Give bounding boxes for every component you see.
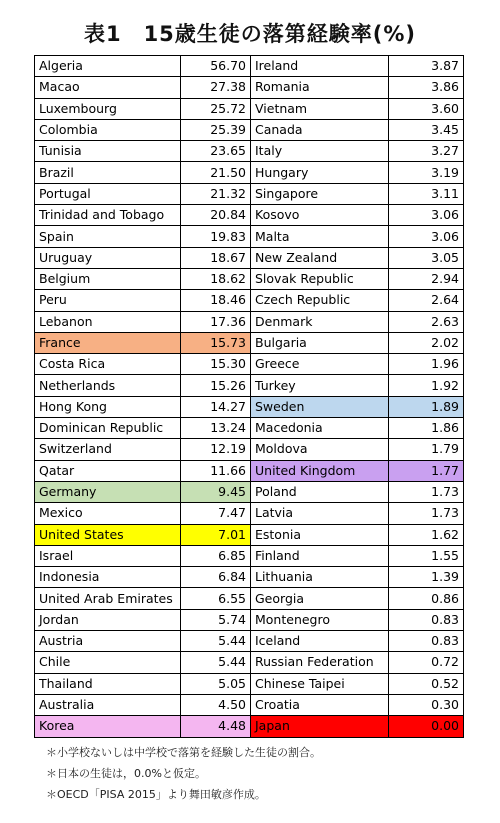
rate-cell: 27.38 bbox=[181, 77, 251, 98]
country-cell: Sweden bbox=[251, 396, 389, 417]
country-cell: Slovak Republic bbox=[251, 268, 389, 289]
rate-cell: 0.30 bbox=[389, 694, 464, 715]
table-body bbox=[35, 56, 464, 738]
table-row bbox=[35, 332, 464, 353]
country-cell: Romania bbox=[251, 77, 389, 98]
country-cell: Uruguay bbox=[35, 247, 181, 268]
country-cell: Lithuania bbox=[251, 567, 389, 588]
table-row bbox=[35, 567, 464, 588]
rate-cell: 12.19 bbox=[181, 439, 251, 460]
rate-cell: 2.94 bbox=[389, 268, 464, 289]
rate-cell: 0.52 bbox=[389, 673, 464, 694]
rate-cell: 11.66 bbox=[181, 460, 251, 481]
rate-cell: 18.67 bbox=[181, 247, 251, 268]
country-cell: Lebanon bbox=[35, 311, 181, 332]
rate-cell: 3.45 bbox=[389, 119, 464, 140]
country-cell: United Kingdom bbox=[251, 460, 389, 481]
table-row bbox=[35, 268, 464, 289]
country-cell: Thailand bbox=[35, 673, 181, 694]
rate-cell: 5.05 bbox=[181, 673, 251, 694]
table-row bbox=[35, 77, 464, 98]
rate-cell: 1.86 bbox=[389, 418, 464, 439]
table-row bbox=[35, 98, 464, 119]
table-row bbox=[35, 481, 464, 502]
country-cell: Finland bbox=[251, 545, 389, 566]
country-cell: Macao bbox=[35, 77, 181, 98]
rate-cell: 18.46 bbox=[181, 290, 251, 311]
table-row bbox=[35, 119, 464, 140]
rate-cell: 1.39 bbox=[389, 567, 464, 588]
country-cell: Switzerland bbox=[35, 439, 181, 460]
rate-cell: 13.24 bbox=[181, 418, 251, 439]
rate-cell: 2.63 bbox=[389, 311, 464, 332]
country-cell: Russian Federation bbox=[251, 652, 389, 673]
rate-cell: 9.45 bbox=[181, 481, 251, 502]
rate-cell: 18.62 bbox=[181, 268, 251, 289]
country-cell: Qatar bbox=[35, 460, 181, 481]
country-cell: Luxembourg bbox=[35, 98, 181, 119]
footnote: ＊日本の生徒は，0.0%と仮定。 bbox=[46, 767, 206, 780]
rate-cell: 5.44 bbox=[181, 631, 251, 652]
country-cell: Brazil bbox=[35, 162, 181, 183]
country-cell: Chile bbox=[35, 652, 181, 673]
table-row bbox=[35, 226, 464, 247]
rate-cell: 56.70 bbox=[181, 56, 251, 77]
rate-cell: 20.84 bbox=[181, 205, 251, 226]
table-row bbox=[35, 631, 464, 652]
rate-cell: 3.60 bbox=[389, 98, 464, 119]
country-cell: France bbox=[35, 332, 181, 353]
rate-cell: 23.65 bbox=[181, 141, 251, 162]
country-cell: Ireland bbox=[251, 56, 389, 77]
country-cell: United States bbox=[35, 524, 181, 545]
table-row bbox=[35, 503, 464, 524]
country-cell: Netherlands bbox=[35, 375, 181, 396]
country-cell: Bulgaria bbox=[251, 332, 389, 353]
country-cell: Dominican Republic bbox=[35, 418, 181, 439]
table-row bbox=[35, 311, 464, 332]
table-row bbox=[35, 460, 464, 481]
rate-cell: 2.64 bbox=[389, 290, 464, 311]
country-cell: Mexico bbox=[35, 503, 181, 524]
table-row bbox=[35, 183, 464, 204]
country-cell: Denmark bbox=[251, 311, 389, 332]
rate-cell: 15.30 bbox=[181, 354, 251, 375]
rate-cell: 0.72 bbox=[389, 652, 464, 673]
table-row bbox=[35, 694, 464, 715]
rate-cell: 4.48 bbox=[181, 716, 251, 737]
table-row bbox=[35, 418, 464, 439]
table-row bbox=[35, 609, 464, 630]
country-cell: Germany bbox=[35, 481, 181, 502]
country-cell: Austria bbox=[35, 631, 181, 652]
rate-cell: 6.55 bbox=[181, 588, 251, 609]
country-cell: Spain bbox=[35, 226, 181, 247]
rate-cell: 25.39 bbox=[181, 119, 251, 140]
country-cell: Croatia bbox=[251, 694, 389, 715]
rate-cell: 3.87 bbox=[389, 56, 464, 77]
rate-cell: 1.77 bbox=[389, 460, 464, 481]
country-cell: Korea bbox=[35, 716, 181, 737]
country-cell: Czech Republic bbox=[251, 290, 389, 311]
country-cell: United Arab Emirates bbox=[35, 588, 181, 609]
country-cell: Algeria bbox=[35, 56, 181, 77]
rate-cell: 4.50 bbox=[181, 694, 251, 715]
country-cell: Malta bbox=[251, 226, 389, 247]
country-cell: Australia bbox=[35, 694, 181, 715]
rate-cell: 3.19 bbox=[389, 162, 464, 183]
rate-cell: 21.32 bbox=[181, 183, 251, 204]
rate-cell: 7.47 bbox=[181, 503, 251, 524]
country-cell: Singapore bbox=[251, 183, 389, 204]
country-cell: Belgium bbox=[35, 268, 181, 289]
country-cell: New Zealand bbox=[251, 247, 389, 268]
country-cell: Colombia bbox=[35, 119, 181, 140]
country-cell: Moldova bbox=[251, 439, 389, 460]
rate-cell: 0.83 bbox=[389, 609, 464, 630]
rate-cell: 7.01 bbox=[181, 524, 251, 545]
rate-cell: 1.73 bbox=[389, 481, 464, 502]
rate-cell: 0.86 bbox=[389, 588, 464, 609]
country-cell: Iceland bbox=[251, 631, 389, 652]
rate-cell: 15.73 bbox=[181, 332, 251, 353]
country-cell: Macedonia bbox=[251, 418, 389, 439]
rate-cell: 6.84 bbox=[181, 567, 251, 588]
rate-cell: 15.26 bbox=[181, 375, 251, 396]
country-cell: Georgia bbox=[251, 588, 389, 609]
rate-cell: 3.27 bbox=[389, 141, 464, 162]
table-row bbox=[35, 524, 464, 545]
table-row bbox=[35, 247, 464, 268]
country-cell: Hong Kong bbox=[35, 396, 181, 417]
rate-cell: 1.92 bbox=[389, 375, 464, 396]
country-cell: Greece bbox=[251, 354, 389, 375]
rate-cell: 1.73 bbox=[389, 503, 464, 524]
table-row bbox=[35, 290, 464, 311]
country-cell: Canada bbox=[251, 119, 389, 140]
country-cell: Portugal bbox=[35, 183, 181, 204]
rate-cell: 14.27 bbox=[181, 396, 251, 417]
country-cell: Italy bbox=[251, 141, 389, 162]
rate-cell: 17.36 bbox=[181, 311, 251, 332]
country-cell: Estonia bbox=[251, 524, 389, 545]
rate-cell: 0.00 bbox=[389, 716, 464, 737]
footnotes bbox=[46, 742, 321, 805]
country-cell: Trinidad and Tobago bbox=[35, 205, 181, 226]
rate-cell: 3.11 bbox=[389, 183, 464, 204]
table-row bbox=[35, 716, 464, 737]
rate-cell: 5.74 bbox=[181, 609, 251, 630]
country-cell: Latvia bbox=[251, 503, 389, 524]
country-cell: Turkey bbox=[251, 375, 389, 396]
table-row bbox=[35, 162, 464, 183]
table-row bbox=[35, 588, 464, 609]
table-row bbox=[35, 141, 464, 162]
country-cell: Vietnam bbox=[251, 98, 389, 119]
rate-cell: 1.79 bbox=[389, 439, 464, 460]
country-cell: Costa Rica bbox=[35, 354, 181, 375]
rate-cell: 0.83 bbox=[389, 631, 464, 652]
country-cell: Montenegro bbox=[251, 609, 389, 630]
rate-cell: 6.85 bbox=[181, 545, 251, 566]
table-row bbox=[35, 205, 464, 226]
table-row bbox=[35, 673, 464, 694]
rate-cell: 1.62 bbox=[389, 524, 464, 545]
rate-cell: 1.96 bbox=[389, 354, 464, 375]
table-row bbox=[35, 354, 464, 375]
table-row bbox=[35, 375, 464, 396]
table-row bbox=[35, 439, 464, 460]
table-row bbox=[35, 545, 464, 566]
table-row bbox=[35, 396, 464, 417]
rate-cell: 3.06 bbox=[389, 226, 464, 247]
country-cell: Kosovo bbox=[251, 205, 389, 226]
country-cell: Hungary bbox=[251, 162, 389, 183]
rate-cell: 5.44 bbox=[181, 652, 251, 673]
country-cell: Japan bbox=[251, 716, 389, 737]
rate-cell: 25.72 bbox=[181, 98, 251, 119]
repetition-rate-table bbox=[34, 55, 464, 738]
country-cell: Tunisia bbox=[35, 141, 181, 162]
rate-cell: 3.86 bbox=[389, 77, 464, 98]
rate-cell: 1.55 bbox=[389, 545, 464, 566]
rate-cell: 3.06 bbox=[389, 205, 464, 226]
rate-cell: 3.05 bbox=[389, 247, 464, 268]
table-title: 表1 15歳生徒の落第経験率(%) bbox=[83, 22, 417, 46]
footnote: ＊OECD「PISA 2015」より舞田敏彦作成。 bbox=[46, 788, 266, 801]
rate-cell: 2.02 bbox=[389, 332, 464, 353]
table-row bbox=[35, 56, 464, 77]
country-cell: Poland bbox=[251, 481, 389, 502]
country-cell: Chinese Taipei bbox=[251, 673, 389, 694]
rate-cell: 19.83 bbox=[181, 226, 251, 247]
country-cell: Jordan bbox=[35, 609, 181, 630]
country-cell: Indonesia bbox=[35, 567, 181, 588]
table-row bbox=[35, 652, 464, 673]
country-cell: Israel bbox=[35, 545, 181, 566]
rate-cell: 21.50 bbox=[181, 162, 251, 183]
country-cell: Peru bbox=[35, 290, 181, 311]
rate-cell: 1.89 bbox=[389, 396, 464, 417]
footnote: ＊小学校ないしは中学校で落第を経験した生徒の割合。 bbox=[46, 746, 321, 759]
